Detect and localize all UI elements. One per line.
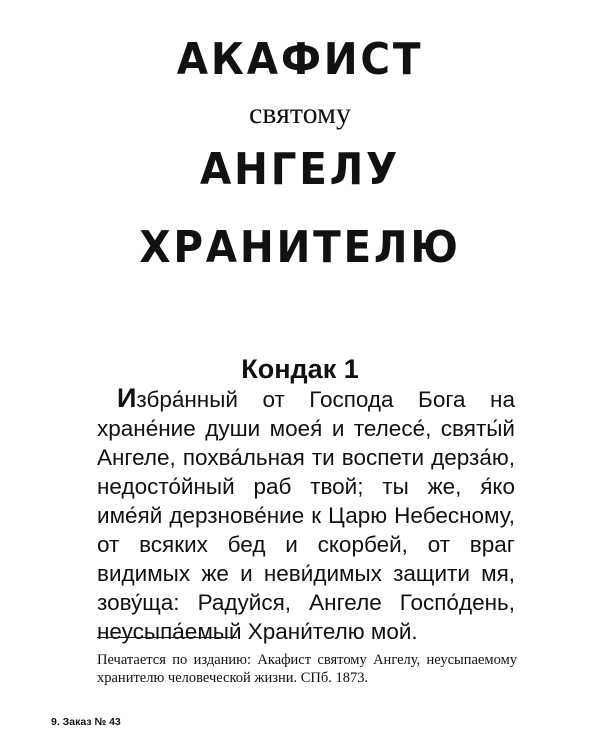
kondak-heading: Кондак 1: [241, 354, 359, 384]
title-angelu: АНГЕЛУ: [199, 144, 401, 195]
kondak-text: збра́нный от Господа Бога на хране́ние души моея́ и телесе́, святы́й Ангеле, похва́льная ти воспети дерза́ю, недосто́йный раб твой; ты же, я́ко име́яй дерзнове́ние к Царю Небесному, от всяких бед и скорбей, от враг видимых же и неви́димых защити мя, зову́ща: Радуйся, Ангеле Госпо́день, неусыпа́емый Храни́телю мой.: [97, 387, 515, 644]
footnote-divider: [97, 637, 237, 638]
title-akathist: АКАФИСТ: [176, 34, 424, 85]
kondak-dropcap: И: [117, 383, 137, 413]
footnote: Печатается по изданию: Акафист святому Ангелу, неусыпаемому хранителю человеческой жизни. СПб. 1873.: [97, 652, 517, 686]
title-khranitelyu: ХРАНИТЕЛЮ: [139, 222, 461, 273]
printer-signature: 9. Заказ № 43: [51, 716, 121, 728]
title-svyatomu: святому: [248, 97, 351, 130]
kondak-text-block: [97, 384, 515, 646]
title-block: [0, 30, 600, 278]
